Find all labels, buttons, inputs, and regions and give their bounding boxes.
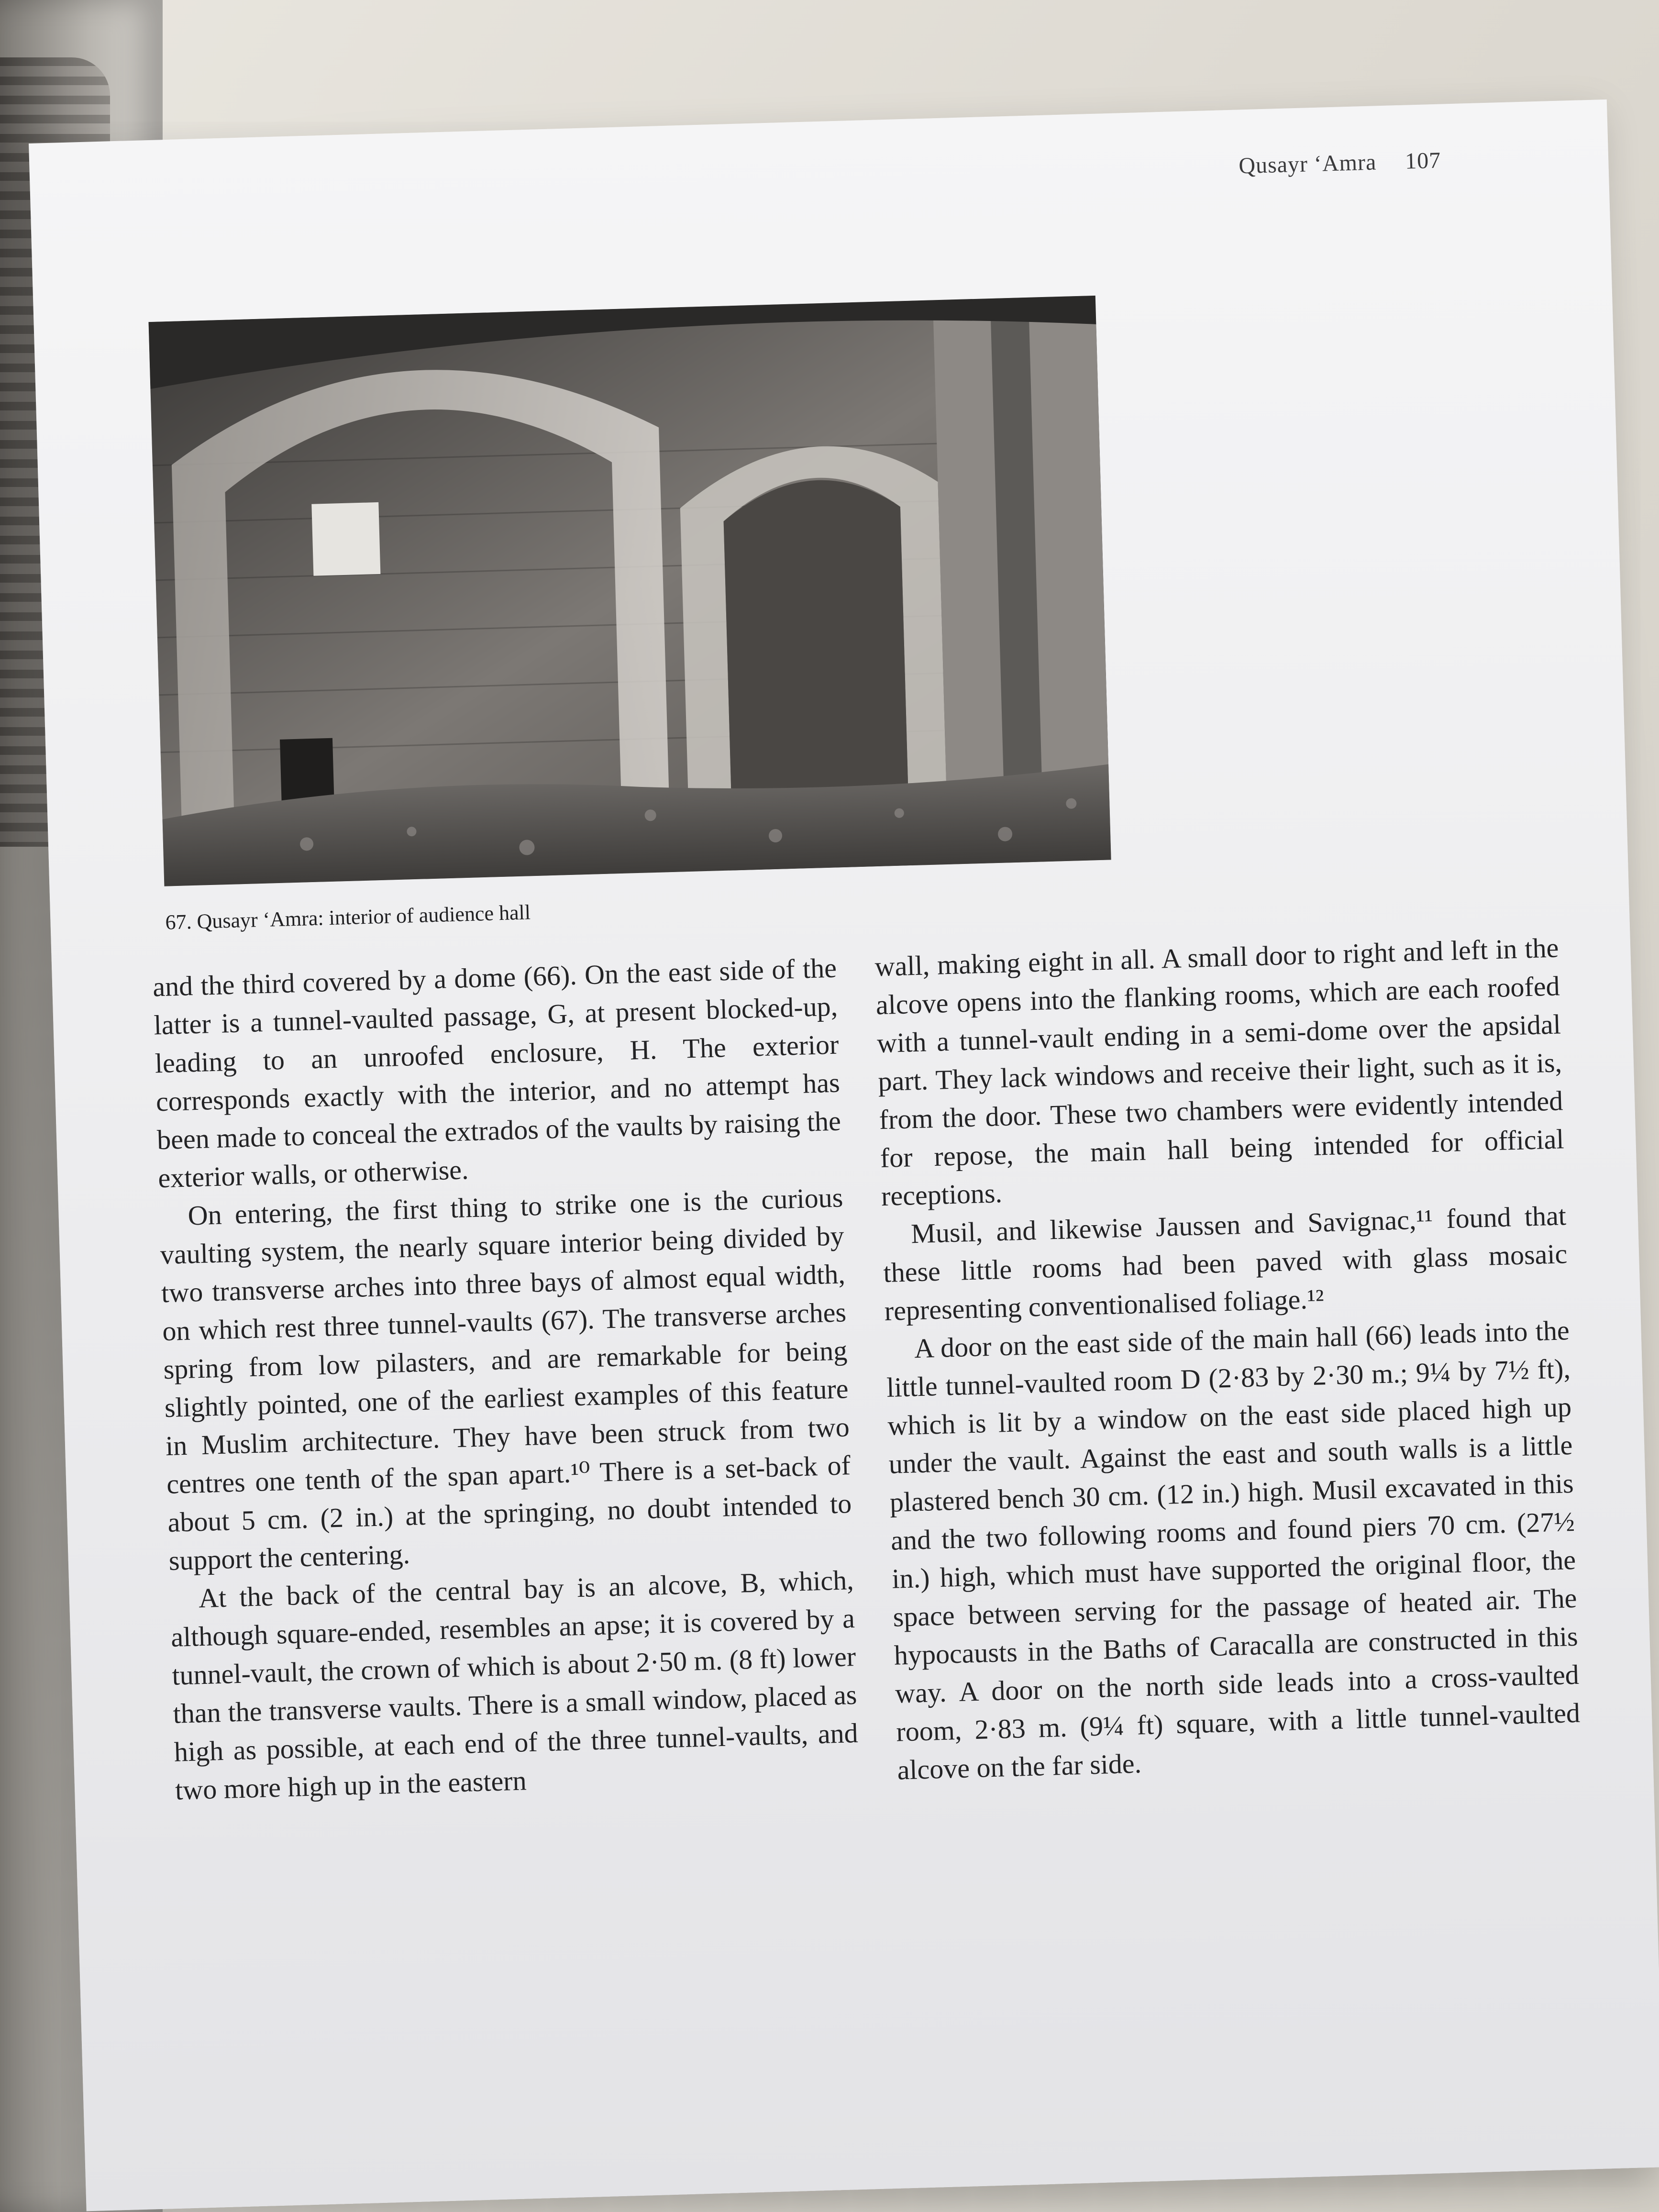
running-head <box>1239 147 1441 179</box>
figure-number: 67. <box>165 910 192 934</box>
figure-caption-text: Qusayr ‘Amra: interior of audience hall <box>196 900 531 933</box>
figure-caption <box>165 900 531 934</box>
paragraph: and the third covered by a dome (66). On the east side of the latter is a tunnel-vaulted passage, G, at present blocked-up, leading to an unroofed enclosure, H. The exterior corresponds exactly with the interior, and no attempt has been made to conceal the extrados of the vaults by raising the exterior walls, or otherwise. <box>152 952 841 1194</box>
window-opening <box>311 502 380 576</box>
photo-illustration <box>149 296 1111 886</box>
paragraph: A door on the east side of the main hall (66) leads into the little tunnel-vaulted room D (2·83 by 2·30 m.; 9¼ by 7½ ft), which is lit by a window on the east side placed high up under the vault. Against the east and south walls is a little plastered bench 30 cm. (12 in.) high. Musil excavated in this and the two following rooms and found piers 70 cm. (27½ in.) high, which must have supported the original floor, the space between serving for the passage of heated air. The hypocausts in the Baths of Caracalla are constructed in this way. A door on the north side leads into a cross-vaulted room, 2·83 m. (9¼ ft) square, with a little tunnel-vaulted alcove on the far side. <box>886 1315 1581 1786</box>
body-text <box>152 929 1582 1809</box>
right-column <box>874 929 1582 1789</box>
page-number: 107 <box>1405 147 1441 174</box>
book-page <box>29 100 1659 2211</box>
audience-hall-photo <box>149 296 1111 886</box>
left-column <box>152 949 860 1810</box>
paragraph: At the back of the central bay is an alcove, B, which, although square-ended, resembles an apse; it is covered by a tunnel-vault, the crown of which is about 2·50 m. (8 ft) lower than the transverse vaults. There is a small window, placed as high as possible, at each end of the three tunnel-vaults, and two more high up in the eastern <box>170 1564 859 1806</box>
paragraph: On entering, the first thing to strike one is the curious vaulting system, the nearly square interior being divided by two transverse arches into three bays of almost equal width, on which rest three tunnel-vaults (67). The transverse arches spring from low pilasters, and are remarkable for being slightly pointed, one of the earliest examples of this feature in Muslim architecture. They have been struck from two centres one tenth of the span apart.¹⁰ There is a set-back of about 5 cm. (2 in.) at the springing, no doubt intended to support the centering. <box>160 1182 852 1576</box>
paragraph: wall, making eight in all. A small door to right and left in the alcove opens into the flanking rooms, which are each roofed with a tunnel-vault ending in a semi-dome over the apsidal part. They lack windows and receive their light, such as it is, from the door. These two chambers were evidently intended for repose, the main hall being intended for official receptions. <box>874 932 1565 1212</box>
running-title: Qusayr ‘Amra <box>1238 149 1377 179</box>
paragraph: Musil, and likewise Jaussen and Savignac,¹¹ found that these little rooms had been paved with glass mosaic representing conventionalised foliage.¹² <box>883 1200 1568 1327</box>
